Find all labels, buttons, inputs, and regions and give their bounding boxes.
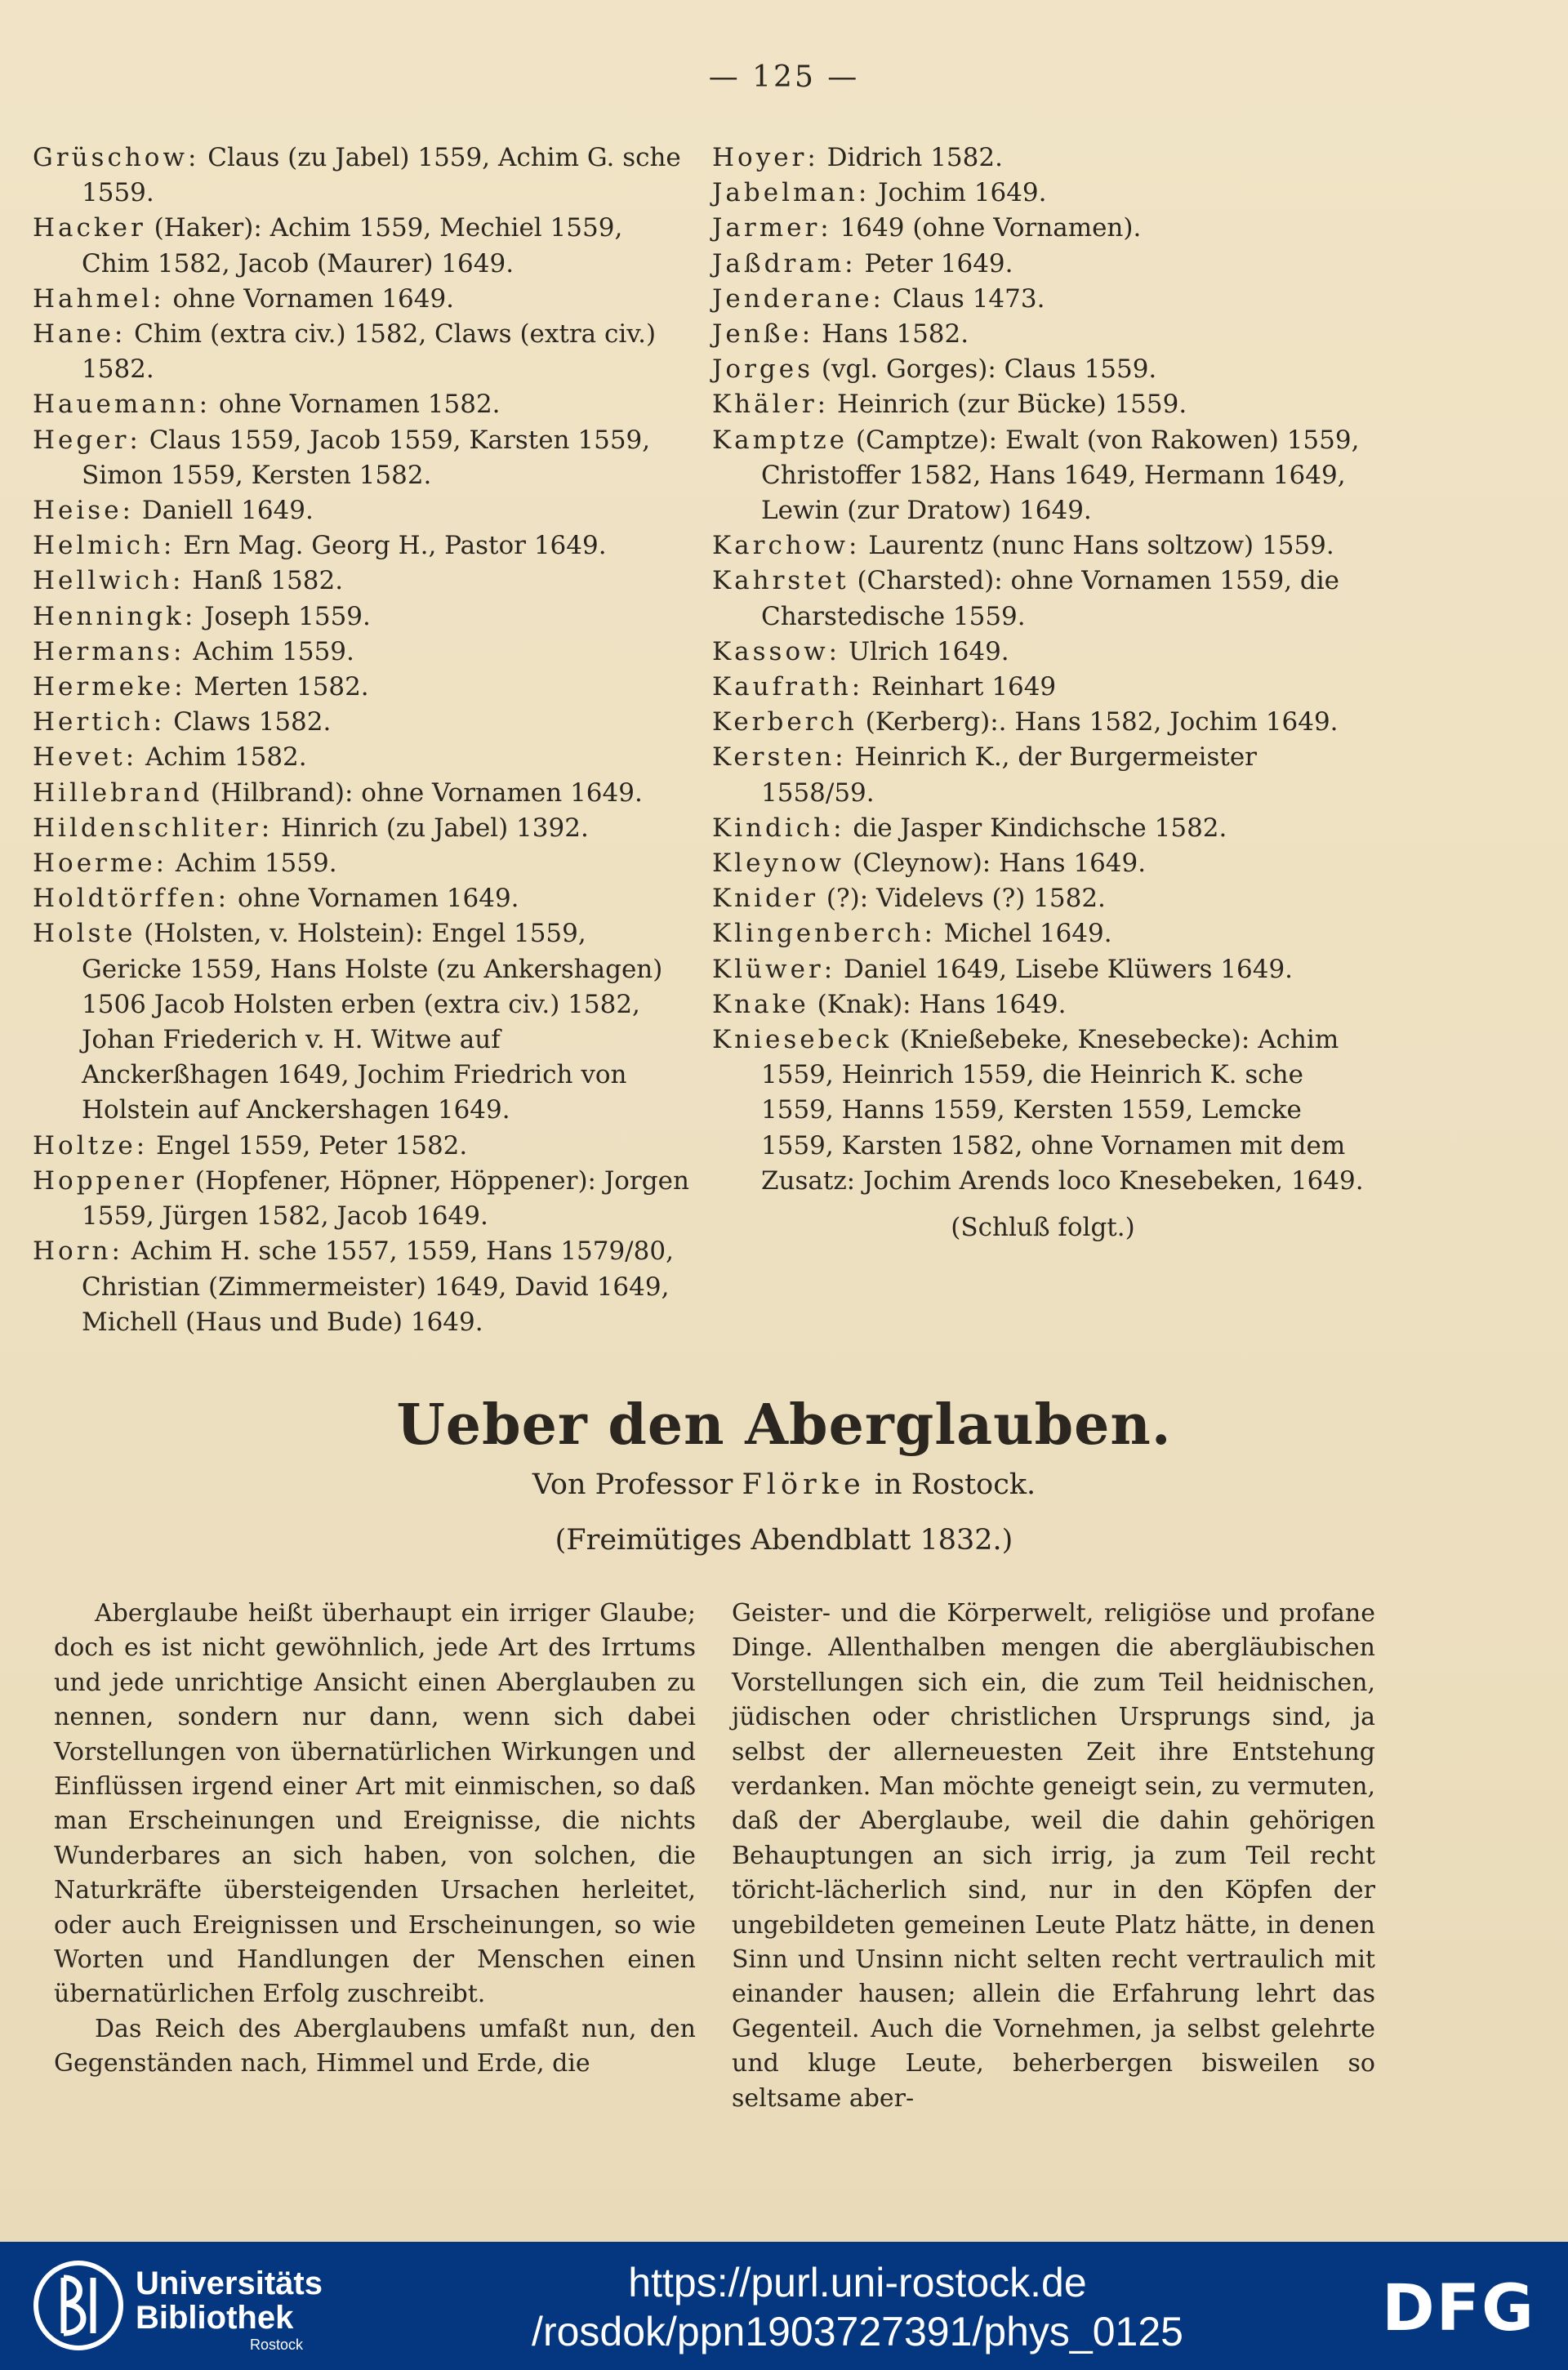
library-name-line2: Bibliothek [136, 2300, 294, 2336]
library-city: Rostock [250, 2337, 304, 2353]
article-paragraph: Geister- und die Körperwelt, religiöse und profane Dinge. Allenthalben mengen die abergläubischen Vorstellungen sich ein, die zum Teil heidnischen, jüdischen oder christlichen Ursprungs sind, ja selbst der allerneuesten Zeit ihre Entstehung verdanken. Man möchte geneigt sein, zu vermuten, daß der Aberglaube, weil die dahin gehörigen Behauptungen an sich irrig, ja zum Teil recht töricht-lächerlich sind, nur in den Köpfen der ungebildeten gemeinen Leute Platz hätte, in denen Sinn und Unsinn nicht selten recht vertraulich mit einander hausen; allein die Erfahrung lehrt das Gegenteil. Auch die Vornehmen, ja selbst gelehrte und kluge Leute, beherbergen bisweilen so seltsame aber- [732, 1599, 1375, 2113]
entry-surname: Holdtörffen: [33, 884, 230, 914]
entry-surname: Henningk: [33, 601, 197, 631]
name-entry [712, 564, 1374, 634]
entry-details: Claus (zu Jabel) 1559, Achim G. sche 1559. [82, 143, 681, 208]
entry-surname: Holtze: [33, 1130, 149, 1160]
entry-details: Ern Mag. Georg H., Pastor 1649. [175, 531, 607, 561]
article-title: Ueber den Aberglauben. [396, 1392, 1172, 1458]
entry-surname: Khäler: [712, 390, 830, 420]
entry-surname: Hauemann: [33, 390, 212, 420]
name-list-right-column [712, 140, 1374, 1245]
name-entry [712, 811, 1374, 846]
name-entry [712, 635, 1374, 670]
name-entry [33, 705, 693, 740]
name-entry [712, 987, 1374, 1022]
name-entry [33, 635, 693, 670]
entry-details: (Camptze): Ewalt (von Rakowen) 1559, Christoffer 1582, Hans 1649, Hermann 1649, Lewin (zur Dratow) 1649. [761, 425, 1360, 526]
entry-surname: Kaufrath: [712, 672, 864, 702]
entry-surname: Jarmer: [712, 213, 832, 243]
entry-details: Achim H. sche 1557, 1559, Hans 1579/80, Christian (Zimmermeister) 1649, David 1649, Michell (Haus und Bude) 1649. [82, 1236, 674, 1337]
name-entry [712, 352, 1374, 387]
entry-details: Achim 1582. [137, 742, 307, 773]
entry-surname: Hane: [33, 319, 127, 350]
entry-surname: Kerberch [712, 707, 858, 737]
entry-details: Claus 1559, Jacob 1559, Karsten 1559, Simon 1559, Kersten 1582. [82, 425, 651, 490]
entry-details: Ulrich 1649. [840, 636, 1009, 666]
entry-details: Claws 1582. [165, 707, 332, 737]
entry-surname: Kniesebeck [712, 1025, 892, 1055]
entry-details: (Cleynow): Hans 1649. [844, 849, 1147, 879]
name-list-left-column [33, 140, 693, 1340]
entry-details: Michel 1649. [935, 919, 1112, 949]
entry-surname: Hildenschliter: [33, 813, 274, 843]
library-name [136, 2266, 323, 2335]
entry-surname: Hermans: [33, 636, 185, 666]
dfg-logo: DFG [1381, 2272, 1535, 2345]
author-suffix: in Rostock. [874, 1468, 1036, 1501]
entry-surname: Hahmel: [33, 283, 165, 314]
entry-surname: Grüschow: [33, 143, 200, 172]
entry-details: Hanß 1582. [184, 566, 344, 596]
name-entry [33, 282, 693, 317]
entry-details: Daniell 1649. [134, 496, 314, 526]
entry-details: Jochim 1649. [870, 178, 1047, 208]
name-entry [712, 1022, 1374, 1199]
entry-details: Merten 1582. [185, 672, 369, 702]
entry-details: Didrich 1582. [818, 143, 1003, 172]
article-paragraph: Aberglaube heißt überhaupt ein irriger Glaube; doch es ist nicht gewöhnlich, jede Art des Irrtums und jede unrichtige Ansicht einen Aberglauben zu nennen, sondern nur dann, wenn sich dabei Vorstellungen von übernatürlichen Wirkungen und Einflüssen irgend einer Art mit einmischen, so daß man Erscheinungen und Ereignisse, die nichts Wunderbares an sich haben, von solchen, die Naturkräfte übersteigenden Ursachen herleitet, oder auch Ereignissen und Erscheinungen, so wie Worten und Handlungen der Menschen einen übernatürlichen Erfolg zuschreibt. [54, 1599, 696, 2009]
entry-surname: Hoppener [33, 1165, 187, 1196]
entry-surname: Karchow: [712, 531, 861, 561]
name-entry [712, 247, 1374, 282]
name-entry [712, 211, 1374, 246]
to-be-continued-note: (Schluß folgt.) [951, 1213, 1135, 1243]
name-entry [712, 176, 1374, 211]
name-entry [33, 1164, 693, 1234]
name-entry [712, 705, 1374, 740]
article-body-right-column [732, 1597, 1375, 2116]
entry-details: ohne Vornamen 1582. [211, 390, 501, 420]
permalink-line1[interactable]: https://purl.uni-rostock.de [628, 2260, 1087, 2305]
entry-surname: Knider [712, 884, 819, 914]
entry-surname: Hoerme: [33, 849, 168, 879]
entry-surname: Knake [712, 989, 809, 1019]
name-entry [33, 811, 693, 846]
name-entry [33, 846, 693, 881]
name-entry [712, 881, 1374, 916]
name-entry [33, 1234, 693, 1340]
name-entry [712, 423, 1374, 529]
entry-details: ohne Vornamen 1649. [229, 884, 519, 914]
entry-surname: Hermeke: [33, 672, 186, 702]
entry-details: 1649 (ohne Vornamen). [831, 213, 1142, 243]
name-entry [33, 423, 693, 493]
entry-details: (Kerberg):. Hans 1582, Jochim 1649. [857, 707, 1339, 737]
name-entry [33, 916, 693, 1128]
entry-surname: Jabelman: [712, 178, 871, 208]
entry-details: (?): Videlevs (?) 1582. [818, 884, 1106, 914]
name-entry [712, 282, 1374, 317]
entry-details: (Holsten, v. Holstein): Engel 1559, Gericke 1559, Hans Holste (zu Ankershagen) 1506 Jacob Holsten erben (extra civ.) 1582, Johan Friederich v. H. Witwe auf Anckerßhagen 1649, Jochim Friedrich von Holstein auf Anckershagen 1649. [82, 919, 663, 1125]
entry-details: (Charsted): ohne Vornamen 1559, die Charstedische 1559. [761, 566, 1340, 631]
name-entry [33, 493, 693, 528]
name-entry [33, 599, 693, 635]
entry-surname: Jenße: [712, 319, 814, 350]
name-entry [33, 1129, 693, 1164]
entry-surname: Kersten: [712, 742, 847, 773]
library-name-line1: Universitäts [136, 2265, 323, 2301]
entry-details: Reinhart 1649 [863, 672, 1057, 702]
entry-surname: Helmich: [33, 531, 176, 561]
entry-details: Heinrich K., der Burgermeister 1558/59. [761, 742, 1257, 808]
entry-details: Joseph 1559. [196, 601, 371, 631]
entry-surname: Klingenberch: [712, 919, 936, 949]
page-number: — 125 — [708, 60, 860, 94]
entry-surname: Jaßdram: [712, 248, 857, 278]
entry-details: Heinrich (zur Bücke) 1559. [829, 390, 1187, 420]
entry-details: (Haker): Achim 1559, Mechiel 1559, Chim 1582, Jacob (Maurer) 1649. [82, 213, 623, 278]
permalink-line2[interactable]: /rosdok/ppn1903727391/phys_0125 [532, 2309, 1183, 2354]
entry-surname: Hillebrand [33, 777, 203, 808]
name-entry [712, 916, 1374, 951]
entry-details: ohne Vornamen 1649. [164, 283, 455, 314]
entry-surname: Jorges [712, 354, 814, 385]
name-entry [712, 846, 1374, 881]
entry-details: (Hilbrand): ohne Vornamen 1649. [203, 777, 643, 808]
name-entry [33, 140, 693, 211]
name-entry [712, 670, 1374, 705]
name-entry [712, 140, 1374, 176]
name-entry [33, 670, 693, 705]
entry-details: Hinrich (zu Jabel) 1392. [273, 813, 589, 843]
entry-details: Chim (extra civ.) 1582, Claws (extra civ.) 1582. [82, 319, 657, 385]
article-paragraph: Das Reich des Aberglaubens umfaßt nun, den Gegenständen nach, Himmel und Erde, die [54, 2014, 696, 2078]
permalink[interactable] [457, 2258, 1258, 2356]
name-entry [33, 564, 693, 599]
name-entry [712, 952, 1374, 987]
entry-surname: Hoyer: [712, 143, 819, 172]
entry-details: Achim 1559. [185, 636, 354, 666]
entry-details: (Knak): Hans 1649. [808, 989, 1067, 1019]
footer-bar [0, 2242, 1568, 2370]
name-entry [33, 776, 693, 811]
article-author [0, 1468, 1568, 1501]
name-entry [33, 881, 693, 916]
article-body-left-column [54, 1597, 696, 2082]
name-entry [712, 528, 1374, 564]
entry-details: Laurentz (nunc Hans soltzow) 1559. [860, 531, 1334, 561]
entry-surname: Heise: [33, 496, 134, 526]
entry-surname: Hevet: [33, 742, 138, 773]
name-entry [712, 740, 1374, 810]
name-entry [33, 211, 693, 281]
entry-surname: Kleynow [712, 849, 845, 879]
entry-details: Claus 1473. [884, 283, 1045, 314]
entry-details: Achim 1559. [167, 849, 337, 879]
entry-surname: Hacker [33, 213, 146, 243]
entry-details: Engel 1559, Peter 1582. [148, 1130, 468, 1160]
name-entry [712, 317, 1374, 352]
entry-details: Hans 1582. [813, 319, 969, 350]
name-entry [712, 387, 1374, 422]
name-entry [33, 317, 693, 387]
entry-details: Peter 1649. [856, 248, 1013, 278]
entry-surname: Heger: [33, 425, 141, 455]
entry-details: (Hopfener, Höpner, Höppener): Jorgen 1559, Jürgen 1582, Jacob 1649. [82, 1165, 689, 1232]
entry-surname: Kamptze [712, 425, 849, 455]
entry-surname: Kassow: [712, 636, 841, 666]
article-source: (Freimütiges Abendblatt 1832.) [555, 1524, 1013, 1557]
entry-surname: Holste [33, 919, 136, 949]
entry-surname: Hellwich: [33, 566, 185, 596]
entry-details: Daniel 1649, Lisebe Klüwers 1649. [835, 954, 1294, 984]
entry-details: (vgl. Gorges): Claus 1559. [813, 354, 1157, 385]
entry-details: (Knießebeke, Knesebecke): Achim 1559, Heinrich 1559, die Heinrich K. sche 1559, Hanns 1559, Kersten 1559, Lemcke 1559, Karsten 1582, ohne Vornamen mit dem Zusatz: Jochim Arends loco Knesebeken, 1649. [761, 1025, 1364, 1196]
entry-surname: Kahrstet [712, 566, 849, 596]
university-library-logo-icon [33, 2260, 124, 2351]
entry-surname: Kindich: [712, 813, 845, 843]
author-name: Flörke [742, 1468, 866, 1501]
author-prefix: Von Professor [532, 1468, 733, 1501]
name-entry [33, 740, 693, 775]
entry-details: die Jasper Kindichsche 1582. [844, 813, 1227, 843]
name-entry [33, 528, 693, 564]
entry-surname: Horn: [33, 1236, 123, 1267]
entry-surname: Klüwer: [712, 954, 836, 984]
name-entry [33, 387, 693, 422]
entry-surname: Hertich: [33, 707, 166, 737]
entry-surname: Jenderane: [712, 283, 884, 314]
